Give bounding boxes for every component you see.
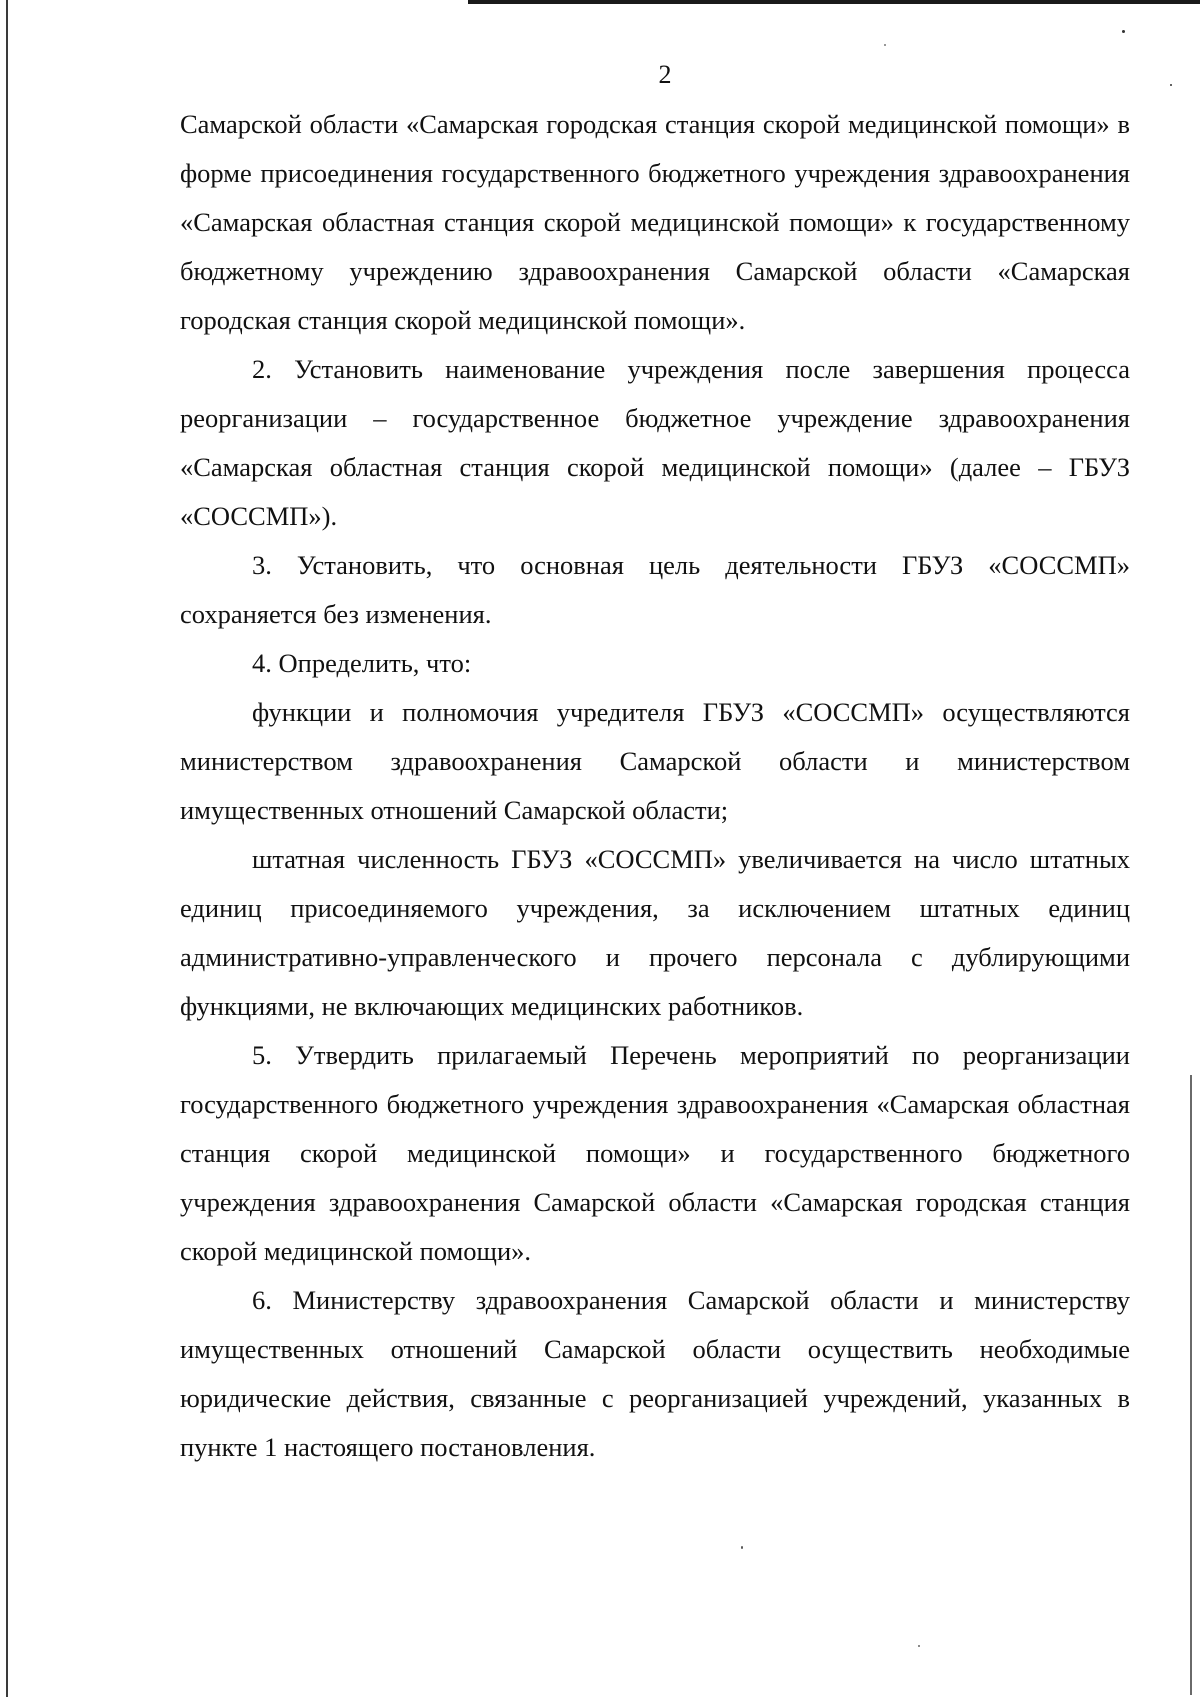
paragraph: функции и полномочия учредителя ГБУЗ «СОССМП» осуществляются министерством здравоохранения Самарской области и министерством имущественных отношений Самарской области; xyxy=(180,697,1130,825)
page-number: 2 xyxy=(658,60,672,89)
scan-edge-top xyxy=(468,0,1200,4)
scan-edge-right xyxy=(1190,1075,1192,1695)
paragraph: 2. Установить наименование учреждения после завершения процесса реорганизации – государственное бюджетное учреждение здравоохранения «Самарская областная станция скорой медицинской помощи» (далее – ГБУЗ «СОССМП»). xyxy=(180,354,1130,531)
scan-speck xyxy=(918,1645,920,1647)
scan-speck xyxy=(1122,30,1125,33)
scan-speck xyxy=(884,44,886,46)
paragraph: 3. Установить, что основная цель деятельности ГБУЗ «СОССМП» сохраняется без изменения. xyxy=(180,550,1130,629)
paragraph: 6. Министерству здравоохранения Самарской области и министерству имущественных отношений Самарской области осуществить необходимые юридические действия, связанные с реорганизацией учреждений, указанных в пункте 1 настоящего постановления. xyxy=(180,1285,1130,1462)
scan-speck xyxy=(741,1546,743,1549)
paragraph: 5. Утвердить прилагаемый Перечень мероприятий по реорганизации государственного бюджетного учреждения здравоохранения «Самарская областная станция скорой медицинской помощи» и государственного бюджетного учреждения здравоохранения Самарской области «Самарская городская станция скорой медицинской помощи». xyxy=(180,1040,1130,1266)
paragraph: 4. Определить, что: xyxy=(252,648,472,678)
paragraph: Самарской области «Самарская городская станция скорой медицинской помощи» в форме присоединения государственного бюджетного учреждения здравоохранения «Самарская областная станция скорой медицинской помощи» к государственному бюджетному учреждению здравоохранения Самарской области «Самарская городская станция скорой медицинской помощи». xyxy=(180,109,1130,335)
paragraph: штатная численность ГБУЗ «СОССМП» увеличивается на число штатных единиц присоединяемого учреждения, за исключением штатных единиц административно-управленческого и прочего персонала с дублирующими функциями, не включающих медицинских работников. xyxy=(180,844,1130,1021)
scan-edge-left xyxy=(6,0,8,1697)
document-body xyxy=(180,100,1130,1472)
